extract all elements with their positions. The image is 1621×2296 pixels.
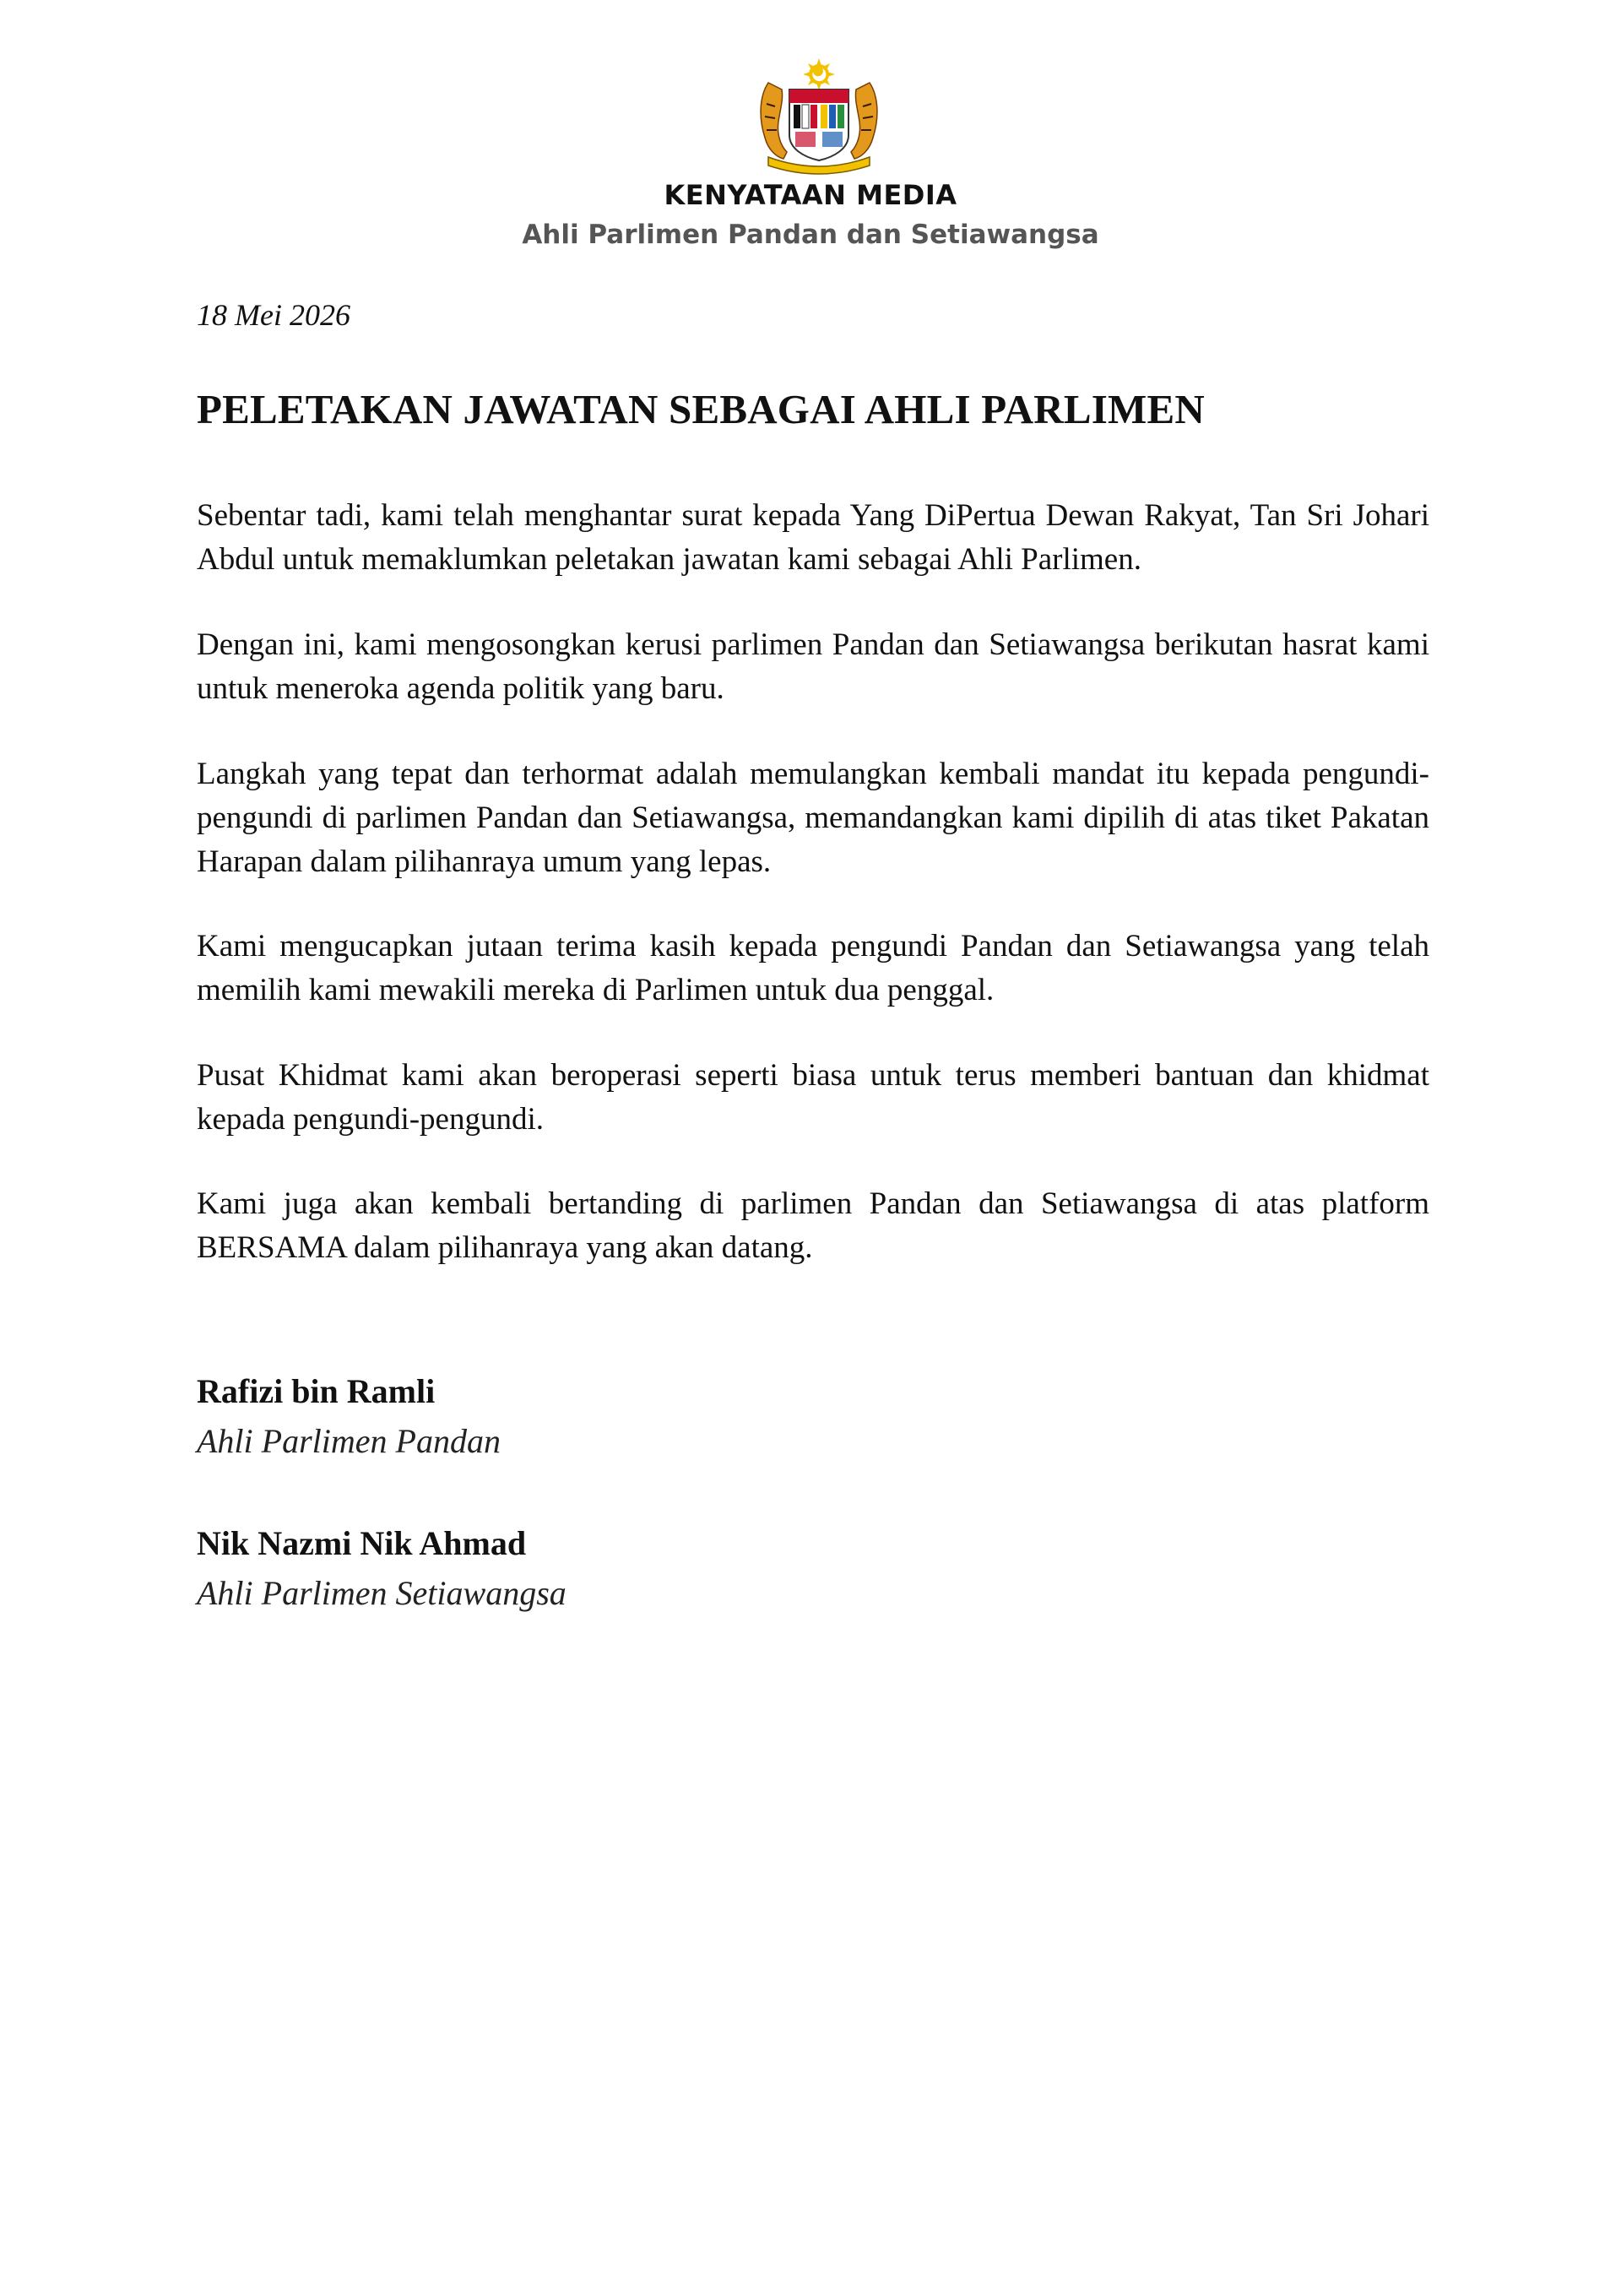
signatory-2-name: Nik Nazmi Nik Ahmad [197,1524,527,1562]
letterhead-title: KENYATAAN MEDIA [664,179,957,211]
signatory-2-role: Ahli Parlimen Setiawangsa [197,1574,567,1612]
body-paragraph-4: Kami mengucapkan jutaan terima kasih kepada pengundi Pandan dan Setiawangsa yang telah memilih kami mewakili mereka di Parlimen untuk dua penggal. [197,929,1429,1007]
body-paragraph-5: Pusat Khidmat kami akan beroperasi seperti biasa untuk terus memberi bantuan dan khidmat kepada pengundi-pengundi. [197,1058,1429,1137]
body-paragraph-6: Kami juga akan kembali bertanding di parlimen Pandan dan Setiawangsa di atas platform BERSAMA dalam pilihanraya yang akan datang. [197,1186,1429,1265]
signatory-1-role: Ahli Parlimen Pandan [197,1422,501,1460]
signatory-1-name: Rafizi bin Ramli [197,1372,436,1410]
document-headline: PELETAKAN JAWATAN SEBAGAI AHLI PARLIMEN [197,386,1205,432]
body-paragraph-3: Langkah yang tepat dan terhormat adalah memulangkan kembali mandat itu kepada pengundi-pengundi di parlimen Pandan dan Setiawangsa, memandangkan kami dipilih di atas tiket Pakatan Harapan dalam pilihanraya umum yang lepas. [197,757,1429,879]
letterhead-subtitle: Ahli Parlimen Pandan dan Setiawangsa [522,220,1099,250]
body-paragraph-2: Dengan ini, kami mengosongkan kerusi parlimen Pandan dan Setiawangsa berikutan hasrat kami untuk meneroka agenda politik yang baru. [197,627,1429,706]
document-date: 18 Mei 2026 [197,298,350,332]
body-paragraph-1: Sebentar tadi, kami telah menghantar surat kepada Yang DiPertua Dewan Rakyat, Tan Sri Johari Abdul untuk memaklumkan peletakan jawatan kami sebagai Ahli Parlimen. [197,498,1429,577]
coat-of-arms-icon [743,57,895,176]
